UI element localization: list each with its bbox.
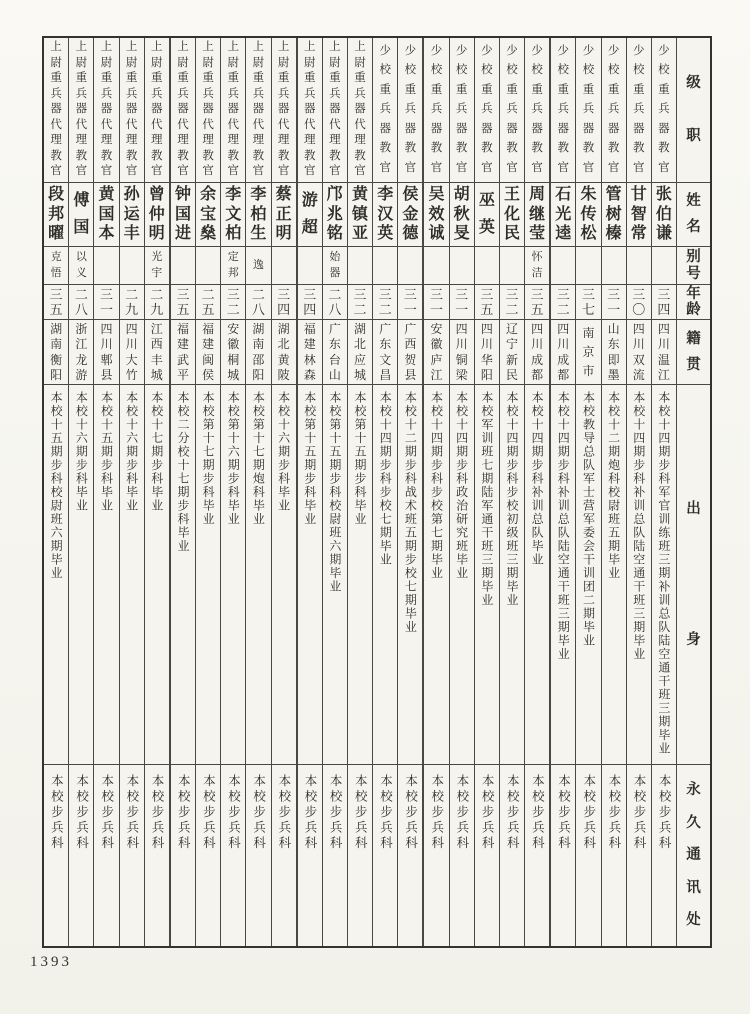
name-cell: 石 光 逵	[555, 185, 572, 243]
rank-cell: 少 校 重 兵 器 教 官	[531, 44, 543, 174]
name-cell: 吴 效 诚	[428, 185, 445, 243]
alias-cell	[576, 247, 600, 284]
person-column	[93, 38, 118, 946]
person-column	[169, 38, 195, 946]
native-place-cell: 四 川 成 都	[557, 322, 570, 382]
name-cell: 游 超	[301, 192, 318, 236]
age-cell: 三 五	[49, 286, 63, 318]
origin-cell: 本校十五期步科毕业	[99, 391, 114, 513]
rank-cell: 少 校 重 兵 器 教 官	[633, 44, 645, 174]
row-header-native-label: 籍 贯	[686, 330, 701, 373]
origin-cell: 本校十四期步科补训总队毕业	[530, 391, 545, 567]
native-place-cell: 广 东 文 昌	[379, 322, 392, 382]
row-header-native-cell	[677, 320, 710, 385]
address-cell: 本校步兵科	[403, 774, 418, 852]
name-cell: 甘 智 常	[630, 185, 647, 243]
address-cell: 本校步兵科	[99, 774, 114, 852]
address-cell: 本校步兵科	[302, 774, 317, 852]
name-cell: 李 汉 英	[377, 185, 394, 243]
origin-cell: 本校十四期步科补训总队陆空通干班三期毕业	[556, 391, 571, 661]
row-header-rank-cell	[677, 38, 710, 183]
alias-cell	[602, 247, 626, 284]
row-header-origin-cell	[677, 385, 710, 765]
person-column	[245, 38, 270, 946]
age-cell: 二 九	[125, 286, 139, 318]
origin-cell: 本校十二期步科战术班五期步校七期毕业	[403, 391, 418, 634]
person-column	[397, 38, 422, 946]
rank-cell: 上 尉 重 兵 器 代 理 教 官	[75, 41, 88, 178]
name-cell: 傅 国	[73, 192, 90, 236]
age-cell: 三 一	[607, 286, 621, 318]
address-cell: 本校步兵科	[353, 774, 368, 852]
alias-cell	[500, 247, 524, 284]
name-cell: 李 文 柏	[225, 185, 242, 243]
alias-cell: 始 器	[329, 251, 341, 279]
row-header-address-cell	[677, 765, 710, 946]
origin-cell: 本校十四期步科政治研究班毕业	[454, 391, 469, 580]
person-column	[195, 38, 220, 946]
address-cell: 本校步兵科	[378, 774, 393, 852]
rank-cell: 上 尉 重 兵 器 代 理 教 官	[202, 41, 214, 178]
person-column	[474, 38, 499, 946]
row-header-origin-label: 出 身	[686, 500, 701, 648]
alias-cell	[94, 247, 118, 284]
origin-cell: 本校军训班七期陆军通干班三期毕业	[479, 391, 494, 607]
origin-cell: 本校二分校十七期步科毕业	[175, 391, 190, 553]
name-cell: 黄 镇 亚	[352, 185, 369, 243]
native-place-cell: 福 建 武 平	[176, 322, 189, 382]
address-cell: 本校步兵科	[606, 774, 621, 852]
native-place-cell: 南 京 市	[582, 326, 595, 378]
name-cell: 黄 国 本	[98, 185, 115, 243]
address-cell: 本校步兵科	[251, 774, 266, 852]
rank-cell: 少 校 重 兵 器 教 官	[557, 44, 570, 174]
native-place-cell: 福 建 林 森	[303, 322, 316, 382]
origin-cell: 本校十四期步科步校第七期毕业	[429, 391, 444, 580]
rank-cell: 上 尉 重 兵 器 代 理 教 官	[227, 41, 240, 178]
alias-cell: 克 悟	[50, 251, 62, 279]
address-cell: 本校步兵科	[176, 774, 191, 852]
native-place-cell: 四 川 郫 县	[100, 322, 113, 382]
person-column	[44, 38, 68, 946]
person-column	[372, 38, 397, 946]
address-cell: 本校步兵科	[201, 774, 216, 852]
origin-cell: 本校第十七期步科毕业	[201, 391, 216, 526]
name-cell: 孙 运 丰	[123, 185, 140, 243]
alias-cell: 定 邦	[227, 251, 239, 279]
rank-cell: 上 尉 重 兵 器 代 理 教 官	[100, 41, 113, 178]
alias-cell: 以 义	[75, 251, 87, 279]
age-cell: 三 〇	[632, 286, 646, 318]
age-cell: 二 八	[251, 286, 265, 318]
person-column	[549, 38, 575, 946]
address-cell: 本校步兵科	[530, 774, 545, 852]
native-place-cell: 广 东 台 山	[328, 322, 341, 382]
address-cell: 本校步兵科	[581, 774, 596, 852]
address-cell: 本校步兵科	[276, 774, 291, 852]
name-cell: 侯 金 德	[402, 185, 419, 243]
age-cell: 三 一	[403, 286, 417, 318]
person-column	[296, 38, 322, 946]
alias-cell	[450, 247, 474, 284]
rank-cell: 少 校 重 兵 器 教 官	[379, 44, 391, 174]
address-cell: 本校步兵科	[226, 774, 241, 852]
origin-cell: 本校第十五期步科毕业	[302, 391, 317, 526]
alias-cell	[551, 247, 575, 284]
rank-cell: 上 尉 重 兵 器 代 理 教 官	[50, 41, 62, 178]
native-place-cell: 四 川 温 江	[657, 322, 670, 382]
native-place-cell: 四 川 双 流	[632, 322, 645, 382]
origin-cell: 本校十四期步科军官训练班三期补训总队陆空通干班三期毕业	[656, 391, 671, 756]
rank-cell: 上 尉 重 兵 器 代 理 教 官	[277, 41, 290, 178]
age-cell: 三 四	[277, 286, 291, 318]
person-column	[626, 38, 651, 946]
rank-cell: 上 尉 重 兵 器 代 理 教 官	[252, 41, 265, 178]
rank-cell: 上 尉 重 兵 器 代 理 教 官	[329, 41, 341, 178]
alias-cell	[373, 247, 397, 284]
person-column	[601, 38, 626, 946]
origin-cell: 本校十七期步科毕业	[149, 391, 164, 513]
age-cell: 三 二	[505, 286, 519, 318]
age-cell: 三 五	[176, 286, 190, 318]
row-header-address-label: 永 久 通 讯 处	[686, 782, 701, 929]
name-cell: 巫 英	[478, 192, 495, 236]
alias-cell	[398, 247, 422, 284]
row-header-age-label: 年 龄	[686, 285, 701, 318]
page-number: 1393	[30, 954, 72, 970]
native-place-cell: 安 徽 庐 江	[430, 322, 443, 382]
alias-cell: 光 宇	[151, 251, 163, 279]
person-column	[271, 38, 296, 946]
rank-cell: 少 校 重 兵 器 教 官	[607, 44, 620, 174]
origin-cell: 本校十五期步科校尉班六期毕业	[49, 391, 64, 580]
alias-cell	[627, 247, 651, 284]
row-header-rank-label: 级 职	[686, 75, 701, 145]
alias-cell	[120, 247, 144, 284]
rank-cell: 少 校 重 兵 器 教 官	[455, 44, 468, 174]
age-cell: 二 五	[201, 286, 215, 318]
person-column	[575, 38, 600, 946]
origin-cell: 本校第十七期炮科毕业	[251, 391, 266, 526]
address-cell: 本校步兵科	[150, 774, 165, 852]
age-cell: 三 七	[581, 286, 595, 318]
address-cell: 本校步兵科	[124, 774, 139, 852]
row-header-name-cell	[677, 183, 710, 247]
native-place-cell: 四 川 华 阳	[480, 322, 493, 382]
origin-cell: 本校十四期步科步校七期毕业	[378, 391, 393, 567]
rank-cell: 上 尉 重 兵 器 代 理 教 官	[151, 41, 163, 178]
address-cell: 本校步兵科	[74, 774, 89, 852]
row-header-alias-label: 别 号	[686, 248, 701, 282]
rank-cell: 少 校 重 兵 器 教 官	[430, 44, 443, 174]
person-column	[499, 38, 524, 946]
person-column	[119, 38, 144, 946]
origin-cell: 本校十六期步科毕业	[74, 391, 89, 513]
origin-cell: 本校第十六期步科毕业	[226, 391, 241, 526]
native-place-cell: 湖 北 应 城	[354, 322, 367, 382]
row-header-column	[676, 38, 710, 946]
alias-cell: 逸	[252, 259, 264, 271]
person-column	[449, 38, 474, 946]
alias-cell	[171, 247, 195, 284]
native-place-cell: 湖 北 黄 陂	[277, 322, 290, 382]
age-cell: 三 四	[303, 286, 317, 318]
age-cell: 二 九	[150, 286, 164, 318]
rank-cell: 上 尉 重 兵 器 代 理 教 官	[125, 41, 138, 178]
name-cell: 周 继 莹	[529, 185, 546, 243]
alias-cell	[424, 247, 448, 284]
personnel-table	[42, 36, 712, 948]
name-cell: 段 邦 曜	[48, 185, 65, 243]
origin-cell: 本校十四期步科步校初级班三期毕业	[504, 391, 519, 607]
name-cell: 朱 传 松	[580, 185, 597, 243]
alias-cell	[652, 247, 676, 284]
person-column	[144, 38, 169, 946]
native-place-cell: 湖 南 衡 阳	[50, 322, 63, 382]
origin-cell: 本校十二期炮科校尉班五期毕业	[606, 391, 621, 580]
age-cell: 三 二	[226, 286, 240, 318]
rank-cell: 少 校 重 兵 器 教 官	[506, 44, 518, 174]
person-column	[68, 38, 93, 946]
rank-cell: 少 校 重 兵 器 教 官	[481, 44, 493, 174]
rank-cell: 上 尉 重 兵 器 代 理 教 官	[177, 41, 189, 178]
name-cell: 曾 仲 明	[148, 185, 165, 243]
rank-cell: 少 校 重 兵 器 教 官	[404, 44, 417, 174]
origin-cell: 本校教导总队军士营军委会干训团二期毕业	[581, 391, 596, 648]
person-column	[347, 38, 372, 946]
person-column	[322, 38, 347, 946]
native-place-cell: 四 川 铜 梁	[455, 322, 468, 382]
native-place-cell: 安 徽 桐 城	[227, 322, 240, 382]
name-cell: 李 柏 生	[250, 185, 267, 243]
native-place-cell: 四 川 大 竹	[125, 322, 138, 382]
native-place-cell: 浙 江 龙 游	[75, 322, 88, 382]
age-cell: 三 五	[480, 286, 494, 318]
rank-cell: 上 尉 重 兵 器 代 理 教 官	[354, 41, 366, 178]
person-column	[651, 38, 676, 946]
alias-cell: 怀 洁	[531, 251, 543, 279]
age-cell: 二 八	[74, 286, 88, 318]
name-cell: 张 伯 谦	[655, 185, 672, 243]
origin-cell: 本校十四期步科补训总队陆空通干班三期毕业	[631, 391, 646, 661]
origin-cell: 本校十六期步科毕业	[124, 391, 139, 513]
row-header-name-label: 姓 名	[686, 193, 701, 236]
origin-cell: 本校第十五期步科毕业	[353, 391, 368, 526]
row-header-age-cell	[677, 285, 710, 320]
rank-cell: 少 校 重 兵 器 教 官	[658, 44, 670, 174]
alias-cell	[475, 247, 499, 284]
name-cell: 王 化 民	[503, 185, 520, 243]
alias-cell	[196, 247, 220, 284]
age-cell: 三 四	[657, 286, 671, 318]
address-cell: 本校步兵科	[49, 774, 64, 852]
address-cell: 本校步兵科	[328, 774, 343, 852]
alias-cell	[272, 247, 296, 284]
native-place-cell: 广 西 贺 县	[404, 322, 417, 382]
age-cell: 三 一	[99, 286, 113, 318]
alias-cell	[298, 247, 322, 284]
name-cell: 邝 兆 铭	[326, 185, 343, 243]
age-cell: 三 一	[430, 286, 444, 318]
age-cell: 三 二	[378, 286, 392, 318]
name-cell: 胡 秋 旻	[453, 185, 470, 243]
name-cell: 管 树 榛	[605, 185, 622, 243]
age-cell: 二 八	[328, 286, 342, 318]
native-place-cell: 湖 南 邵 阳	[252, 322, 265, 382]
native-place-cell: 山 东 即 墨	[607, 322, 620, 382]
age-cell: 三 二	[556, 286, 570, 318]
row-header-alias-cell	[677, 247, 710, 285]
address-cell: 本校步兵科	[429, 774, 444, 852]
native-place-cell: 四 川 成 都	[531, 322, 544, 382]
name-cell: 蔡 正 明	[275, 185, 292, 243]
person-column	[422, 38, 448, 946]
person-column	[524, 38, 549, 946]
address-cell: 本校步兵科	[556, 774, 571, 852]
address-cell: 本校步兵科	[657, 774, 672, 852]
age-cell: 三 二	[353, 286, 367, 318]
rank-cell: 上 尉 重 兵 器 代 理 教 官	[303, 41, 316, 178]
age-cell: 三 一	[455, 286, 469, 318]
address-cell: 本校步兵科	[480, 774, 495, 852]
rank-cell: 少 校 重 兵 器 教 官	[582, 44, 595, 174]
native-place-cell: 福 建 闽 侯	[202, 322, 215, 382]
person-column	[220, 38, 245, 946]
name-cell: 钟 国 进	[174, 185, 191, 243]
address-cell: 本校步兵科	[505, 774, 520, 852]
age-cell: 三 五	[530, 286, 544, 318]
alias-cell	[348, 247, 372, 284]
origin-cell: 本校十六期步科毕业	[276, 391, 291, 513]
origin-cell: 本校第十五期步科校尉班六期毕业	[327, 391, 342, 594]
address-cell: 本校步兵科	[632, 774, 647, 852]
address-cell: 本校步兵科	[454, 774, 469, 852]
native-place-cell: 辽 宁 新 民	[505, 322, 518, 382]
native-place-cell: 江 西 丰 城	[150, 322, 163, 382]
name-cell: 余 宝 燊	[200, 185, 217, 243]
